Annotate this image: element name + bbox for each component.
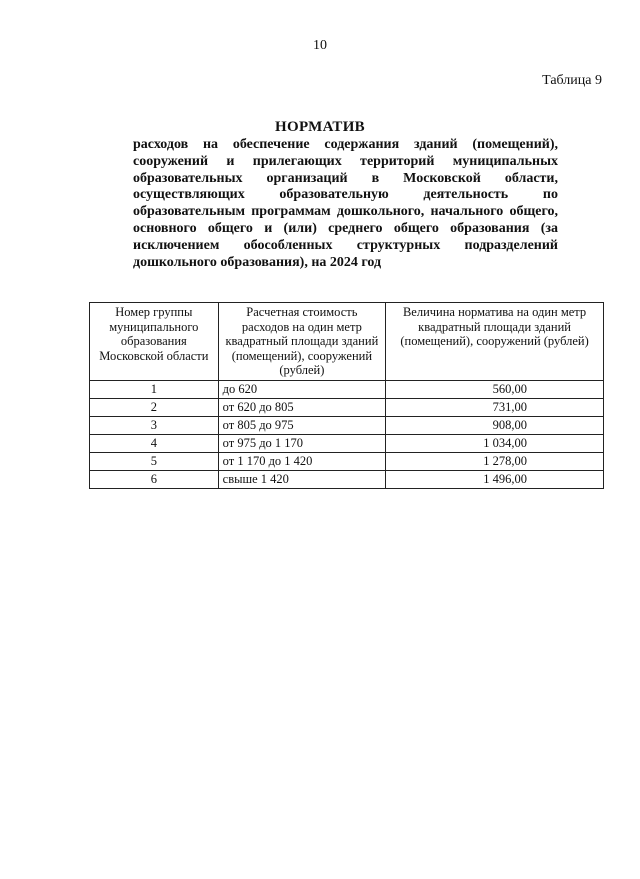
column-header-estimated-cost: Расчетная стоимость расходов на один метр квадратный площади зданий (помещений), сооружений (рублей) [218,303,385,381]
column-header-norm-value: Величина норматива на один метр квадратный площади зданий (помещений), сооружений (рублей) [386,303,604,381]
table-row [90,398,604,416]
cost-range-cell: свыше 1 420 [218,470,385,488]
cost-range-cell: от 975 до 1 170 [218,434,385,452]
table-header-row [90,303,604,381]
table-row [90,416,604,434]
table-row [90,470,604,488]
group-number-cell: 2 [90,398,219,416]
norm-value-cell: 908,00 [386,416,604,434]
group-number-cell: 5 [90,452,219,470]
table-row [90,452,604,470]
table-row [90,434,604,452]
column-header-group-number: Номер группы муниципального образования Московской области [90,303,219,381]
page-number: 10 [313,38,327,53]
norm-value-cell: 731,00 [386,398,604,416]
group-number-cell: 4 [90,434,219,452]
table-row [90,380,604,398]
table-label: Таблица 9 [542,73,602,88]
document-subtitle: расходов на обеспечение содержания зданий (помещений), сооружений и прилегающих территорий муниципальных образовательных организаций в Московской области, осуществляющих образовательную деятельность по образовательным программам дошкольного, начального общего, основного общего и (или) среднего общего образования (за исключением обособленных структурных подразделений дошкольного образования), на 2024 год [133,137,558,270]
cost-range-cell: от 620 до 805 [218,398,385,416]
norm-table [89,302,604,489]
norm-value-cell: 560,00 [386,380,604,398]
cost-range-cell: до 620 [218,380,385,398]
document-title: НОРМАТИВ [275,119,365,135]
group-number-cell: 1 [90,380,219,398]
cost-range-cell: от 805 до 975 [218,416,385,434]
group-number-cell: 6 [90,470,219,488]
cost-range-cell: от 1 170 до 1 420 [218,452,385,470]
norm-value-cell: 1 496,00 [386,470,604,488]
norm-value-cell: 1 034,00 [386,434,604,452]
group-number-cell: 3 [90,416,219,434]
norm-value-cell: 1 278,00 [386,452,604,470]
